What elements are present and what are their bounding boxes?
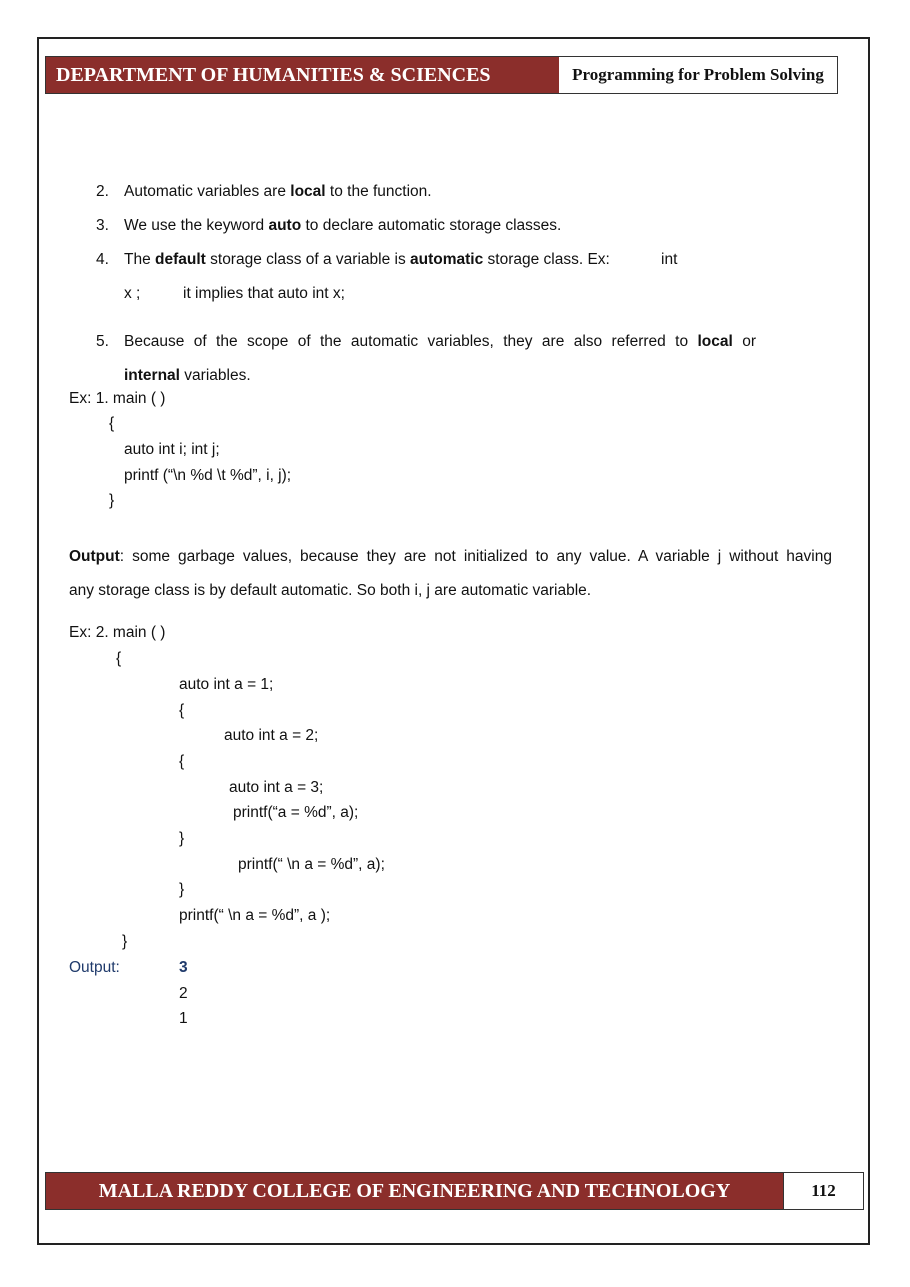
code-line: auto int i; int j; bbox=[124, 441, 220, 458]
page-number: 112 bbox=[783, 1173, 863, 1209]
list-text-int: int bbox=[661, 251, 678, 268]
page-header bbox=[45, 56, 838, 94]
code-line: { bbox=[109, 415, 115, 432]
code-line: printf (“\n %d \t %d”, i, j); bbox=[124, 467, 292, 484]
list-text: The default storage class of a variable is automatic storage class. Ex: bbox=[124, 251, 610, 268]
list-text-cont: internal variables. bbox=[124, 367, 251, 384]
code-line: auto int a = 2; bbox=[224, 727, 319, 744]
code-line: auto int a = 1; bbox=[179, 676, 274, 693]
list-number: 3. bbox=[96, 217, 109, 234]
example-heading: Ex: 2. main ( ) bbox=[69, 624, 166, 641]
output-value: 1 bbox=[179, 1010, 188, 1027]
code-line: } bbox=[122, 933, 128, 950]
list-number: 4. bbox=[96, 251, 109, 268]
department-title: DEPARTMENT OF HUMANITIES & SCIENCES bbox=[46, 57, 559, 93]
page-footer bbox=[45, 1172, 864, 1210]
list-text-implies: it implies that auto int x; bbox=[183, 285, 345, 302]
list-text: Automatic variables are local to the function. bbox=[124, 183, 432, 200]
list-number: 5. bbox=[96, 333, 109, 350]
college-name: MALLA REDDY COLLEGE OF ENGINEERING AND TECHNOLOGY bbox=[46, 1173, 783, 1209]
output-value: 3 bbox=[179, 959, 188, 976]
list-number: 2. bbox=[96, 183, 109, 200]
code-line: printf(“a = %d”, a); bbox=[233, 804, 359, 821]
course-title: Programming for Problem Solving bbox=[572, 65, 824, 84]
output-text-line: any storage class is by default automatic. So both i, j are automatic variable. bbox=[69, 582, 592, 599]
list-text: Because of the scope of the automatic variables, they are also referred to local or bbox=[124, 333, 756, 350]
code-line: { bbox=[179, 702, 185, 719]
output-value: 2 bbox=[179, 985, 188, 1002]
code-line: } bbox=[179, 881, 185, 898]
code-line: { bbox=[179, 753, 185, 770]
output-text-line: Output: some garbage values, because they are not initialized to any value. A variable j without having bbox=[69, 548, 832, 565]
list-text-x: x ; bbox=[124, 285, 141, 302]
code-line: } bbox=[179, 830, 185, 847]
code-line: { bbox=[116, 650, 122, 667]
code-line: printf(“ \n a = %d”, a ); bbox=[179, 907, 331, 924]
code-line: printf(“ \n a = %d”, a); bbox=[238, 856, 385, 873]
list-text: We use the keyword auto to declare automatic storage classes. bbox=[124, 217, 562, 234]
code-line: } bbox=[109, 492, 115, 509]
output-label: Output: bbox=[69, 959, 120, 976]
example-heading: Ex: 1. main ( ) bbox=[69, 390, 166, 407]
code-line: auto int a = 3; bbox=[229, 779, 324, 796]
